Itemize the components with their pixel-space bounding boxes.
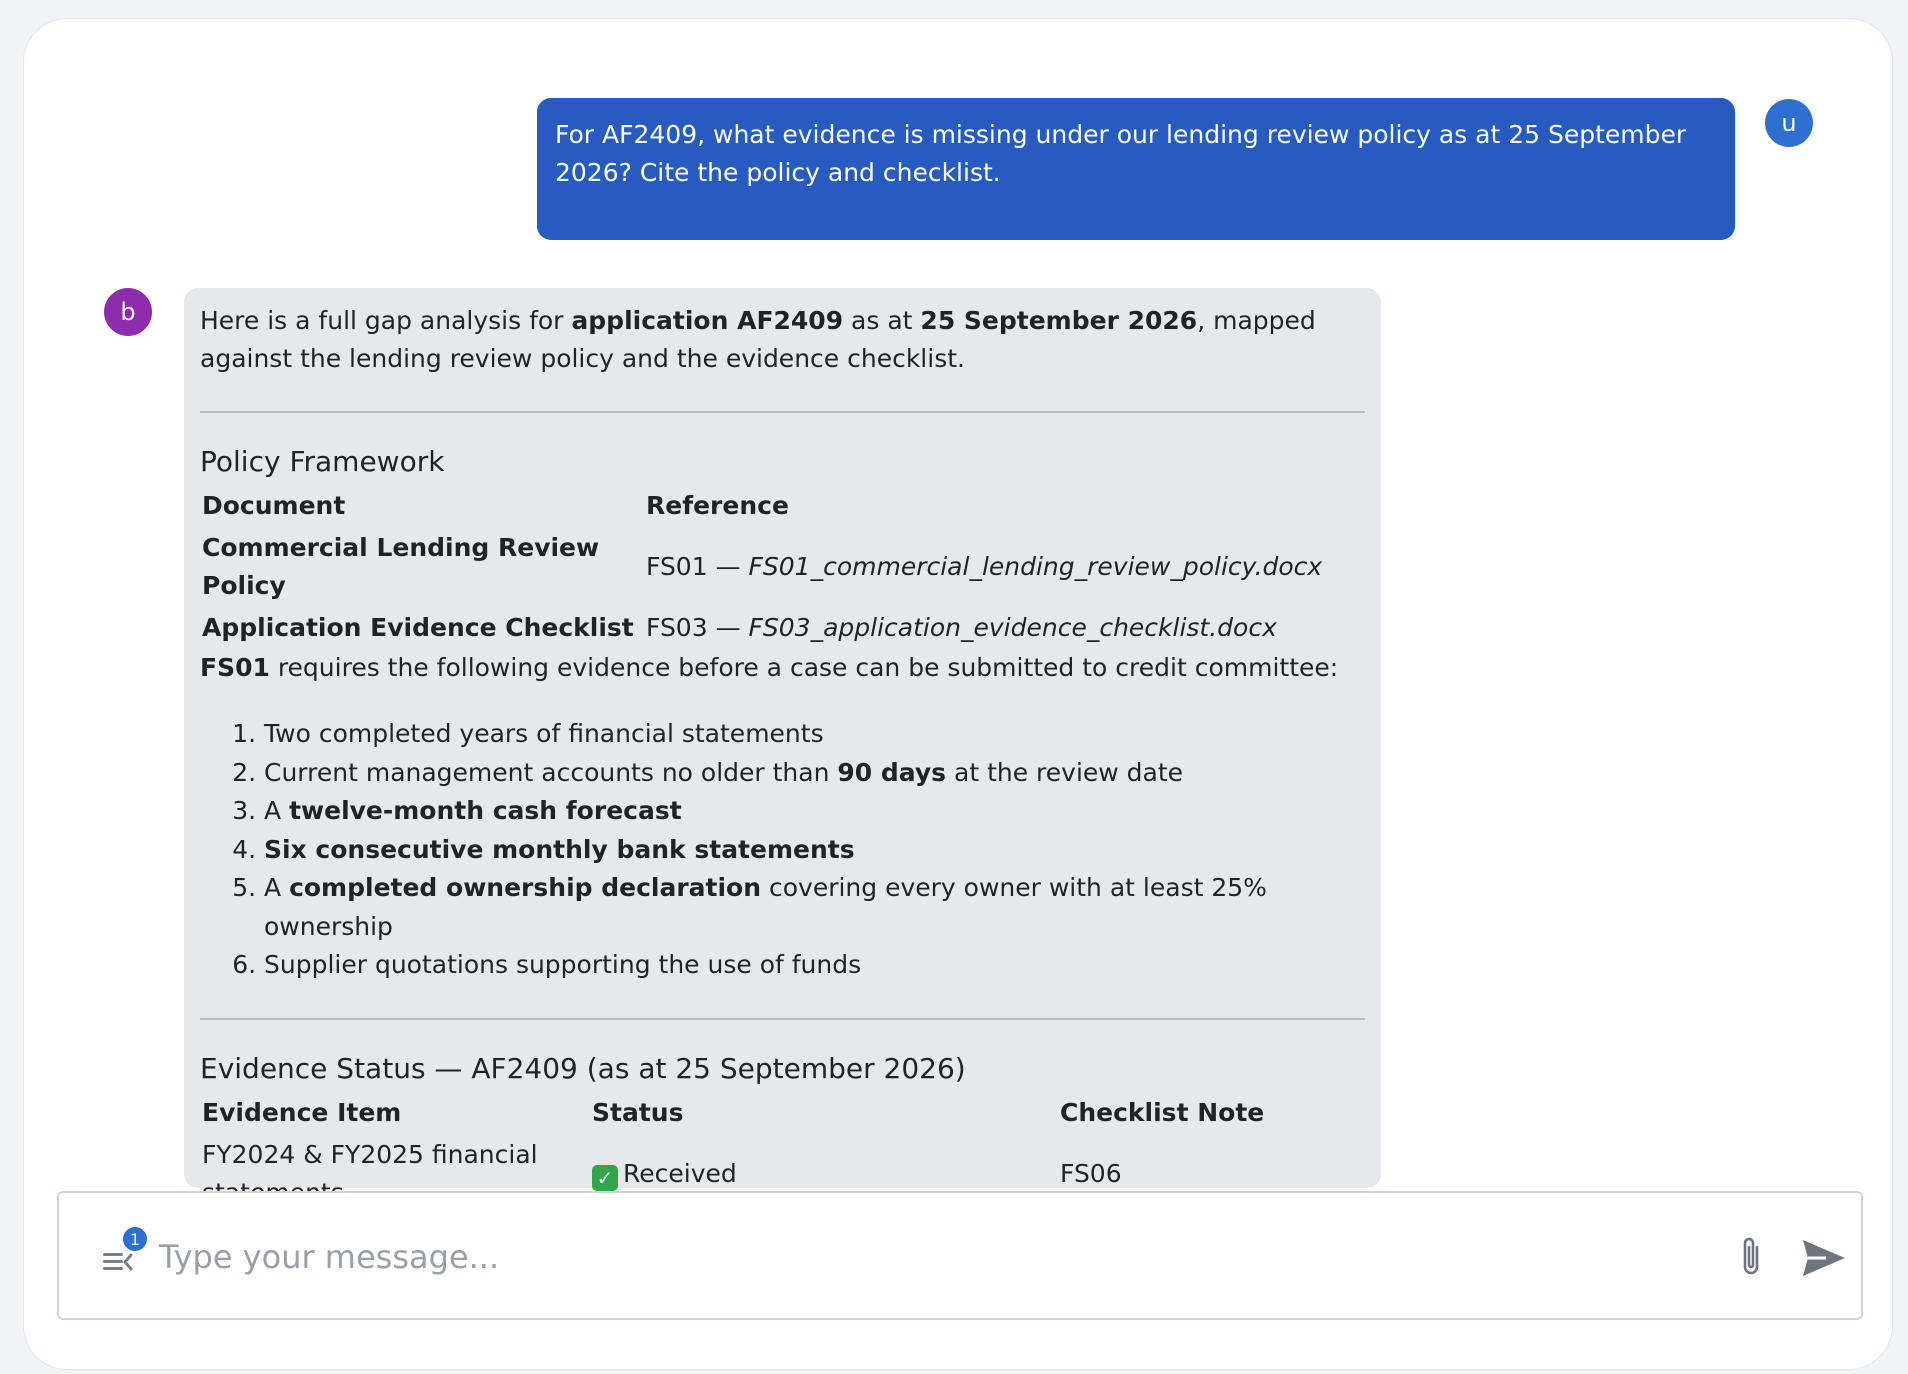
requirements-lead [200, 649, 1365, 687]
list-item [264, 946, 1365, 985]
user-message-bubble [537, 98, 1735, 240]
message-composer [57, 1191, 1863, 1320]
bot-message-bubble [184, 288, 1381, 1188]
intro-text: as at [843, 306, 921, 335]
item-bold: twelve-month cash forecast [289, 796, 682, 825]
item-text: Current management accounts no older than [264, 757, 838, 787]
column-header: Evidence Item [202, 1097, 402, 1127]
reply-intro [200, 302, 1365, 378]
intro-text: Here is a full gap analysis for [200, 306, 572, 335]
table-header-row [200, 485, 1364, 527]
policy-framework-heading: Policy Framework [200, 445, 445, 478]
policy-code: FS01 [200, 653, 270, 682]
list-item [264, 831, 1365, 870]
send-icon [1800, 1237, 1848, 1279]
column-header: Checklist Note [1060, 1097, 1265, 1127]
checklist-note: FS06 [1060, 1158, 1122, 1188]
item-bold: completed ownership declaration [289, 873, 762, 902]
user-avatar-initial: u [1781, 109, 1797, 137]
column-header: Reference [646, 491, 789, 520]
bot-avatar-initial: b [120, 298, 136, 326]
item-text: at the review date [946, 757, 1184, 787]
evidence-item: FY2024 & FY2025 financial [202, 1139, 538, 1169]
item-text: Two completed years of financial statements [264, 719, 824, 748]
queue-count-badge [121, 1225, 149, 1253]
bot-avatar [104, 288, 152, 336]
reference-code: FS01 — [646, 552, 749, 581]
divider [200, 411, 1365, 413]
item-bold: 90 days [837, 757, 947, 787]
attach-button[interactable] [1731, 1229, 1771, 1285]
reference-file: FS01_commercial_lending_review_policy.docx [748, 552, 1323, 581]
item-bold: Six consecutive monthly bank statements [264, 834, 855, 864]
document-reference [644, 527, 1364, 607]
reference-file: FS03_application_evidence_checklist.docx [748, 613, 1277, 642]
document-name: Commercial Lending Review Policy [202, 533, 600, 600]
list-item [264, 869, 1365, 946]
requirements-list [200, 715, 1365, 985]
send-button[interactable] [1797, 1233, 1851, 1283]
intro-date: 25 September 2026 [920, 306, 1198, 335]
list-item [264, 754, 1365, 793]
item-text: covering every owner with at least 25% ownership [264, 873, 1267, 941]
check-mark-icon: ✓ [592, 1165, 618, 1191]
item-text: A [264, 796, 290, 825]
list-item [264, 792, 1365, 831]
document-reference [644, 607, 1364, 649]
intro-text: , mapped against the lending review policy and the evidence checklist. [200, 306, 1316, 373]
document-name: Application Evidence Checklist [202, 613, 634, 642]
requirements-lead-text: requires the following evidence before a case can be submitted to credit committee: [269, 653, 1339, 682]
evidence-status-heading: Evidence Status — AF2409 (as at 25 September 2026) [200, 1051, 966, 1085]
queue-count: 1 [129, 1229, 141, 1249]
intro-application: application AF2409 [571, 306, 844, 335]
list-item [264, 715, 1365, 754]
table-header-row [200, 1092, 1358, 1134]
message-input[interactable] [157, 1229, 1657, 1285]
column-header: Document [202, 491, 346, 520]
item-text: Supplier quotations supporting the use of funds [264, 950, 862, 979]
column-header: Status [592, 1097, 684, 1127]
status-text: Received [623, 1158, 737, 1188]
divider [200, 1018, 1365, 1020]
item-text: A [264, 873, 290, 902]
reference-code: FS03 — [646, 613, 749, 642]
user-message-text: For AF2409, what evidence is missing under our lending review policy as at 25 September 2026? Cite the policy and checklist. [555, 120, 1687, 187]
paperclip-icon [1736, 1233, 1766, 1281]
table-row [200, 527, 1364, 607]
message-list[interactable] [24, 19, 1892, 1190]
table-row [200, 607, 1364, 649]
user-avatar [1765, 99, 1813, 147]
policy-framework-table [200, 485, 1364, 649]
chat-window [23, 18, 1893, 1370]
